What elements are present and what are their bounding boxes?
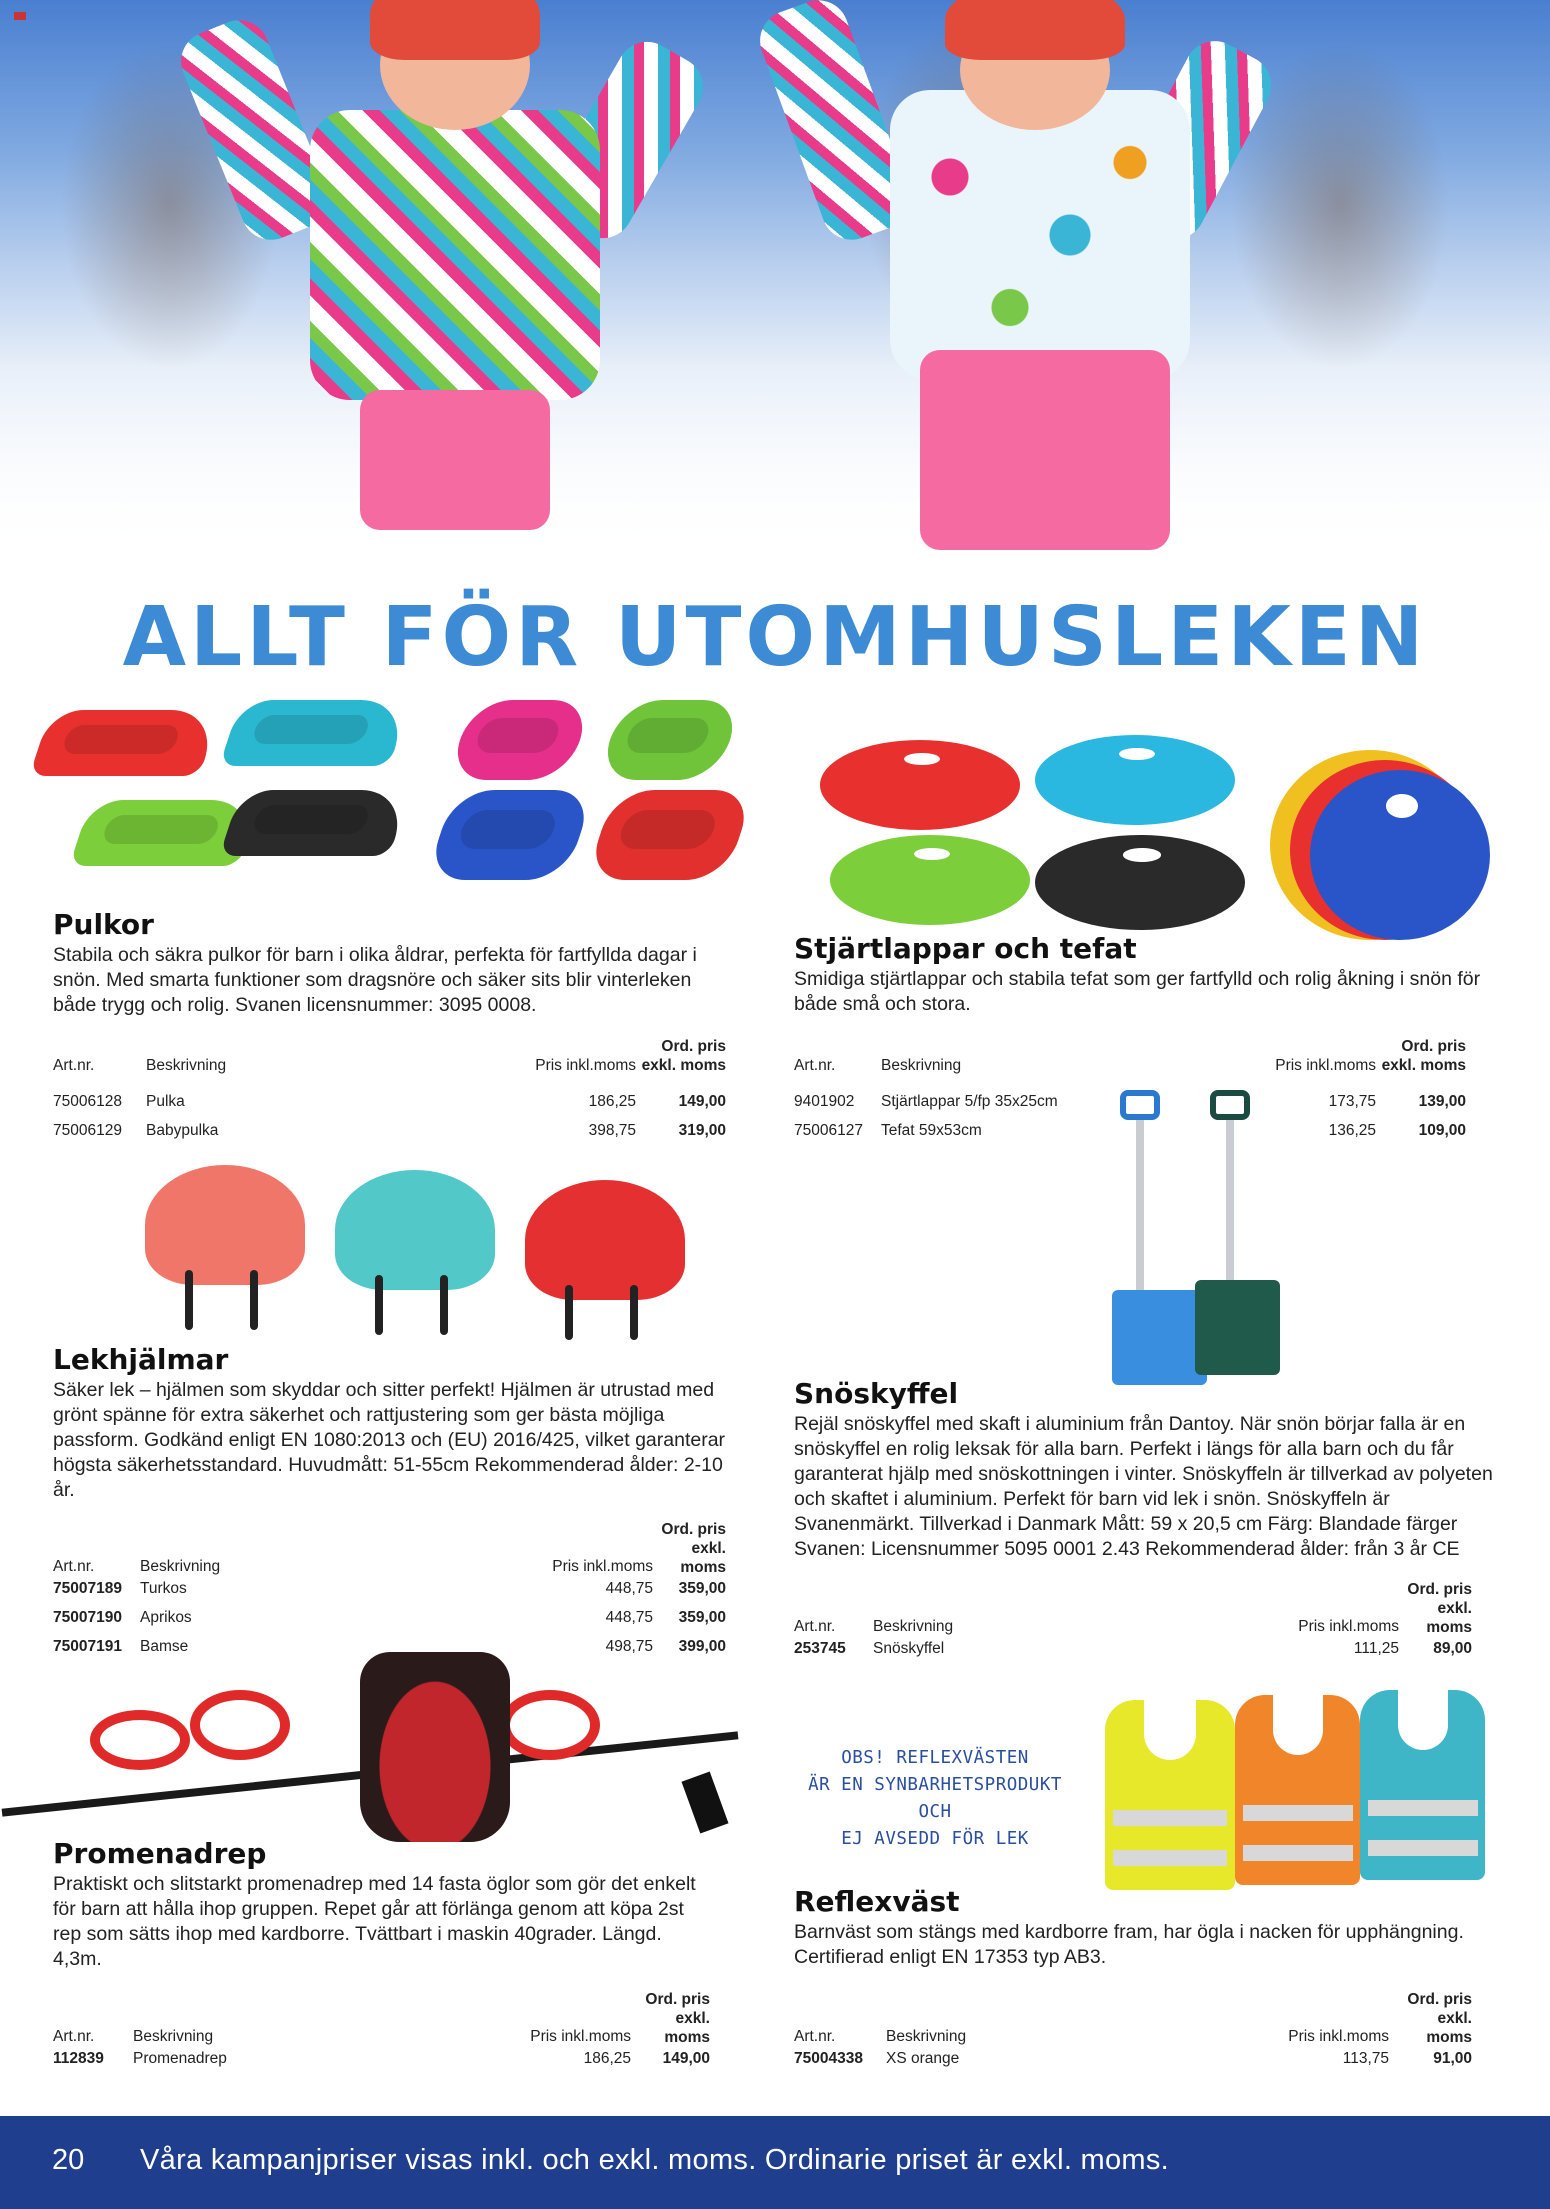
table-row: 75006129 Babypulka 398,75 319,00	[53, 1122, 726, 1139]
product-title: Stjärtlappar och tefat	[794, 932, 1137, 965]
product-description: Stabila och säkra pulkor för barn i olika åldrar, perfekta för fartfyllda dagar i snön. Med smarta funktioner som dragsnöre och säker sits blir vinterleken både trygg och rolig. Svanen licensnummer: 3095 0008.	[53, 944, 697, 1016]
hero-photo	[0, 0, 1550, 590]
price-table-pulkor	[53, 1037, 726, 1151]
page-headline: ALLT FÖR UTOMHUSLEKEN	[122, 590, 1428, 685]
col-art: Art.nr.	[53, 1057, 95, 1074]
snow-ground	[0, 360, 1550, 590]
footer-text: Våra kampanjpriser visas inkl. och exkl. moms. Ordinarie priset är exkl. moms.	[140, 2144, 1170, 2176]
col-ord: Ord. pris exkl. moms	[641, 1038, 726, 1074]
table-row: 75004338 XS orange 113,75 91,00	[794, 2050, 1472, 2067]
walking-rope-image	[0, 1650, 740, 1860]
col-price: Pris inkl.moms	[535, 1057, 636, 1074]
table-row: 75007191 Bamse 498,75 399,00	[53, 1638, 726, 1655]
page-number: 20	[52, 2144, 85, 2176]
product-description: Smidiga stjärtlappar och stabila tefat som ger fartfylld och rolig åkning i snön för både små och stora.	[794, 968, 1481, 1015]
product-description: Säker lek – hjälmen som skyddar och sitter perfekt! Hjälmen är utrustad med grönt spänne för extra säkerhet och rattjustering som ger bästa möjliga passform. Godkänd enligt EN 1080:2013 och (EU) 2016/425, vilket garanterar högsta säkerhetsstandard. Huvudmått: 51-55cm Rekommenderad ålder: 2-10 år.	[53, 1379, 726, 1501]
product-title: Pulkor	[53, 908, 154, 941]
table-row: 75007189 Turkos 448,75 359,00	[53, 1580, 726, 1597]
table-row: 75006127 Tefat 59x53cm 136,25 109,00	[794, 1122, 1466, 1139]
product-description: Rejäl snöskyffel med skaft i aluminium från Dantoy. När snön börjar falla är en snöskyffel en rolig leksak för alla barn. Perfekt i längs för alla barn och du får garanterat hjälp med snöskottningen i vinter. Snöskyffeln är tillverkad av polyeten och skaftet i aluminium. Perfekt för barn vid lek i snön. Snöskyffeln är Svanenmärkt. Tillverkad i Danmark Mått: 59 x 20,5 cm Färg: Blandade färger Svanen: Licensnummer 5095 0001 2.43 Rekommenderad ålder: från 3 år CE	[794, 1413, 1493, 1560]
snow-discs-image	[810, 710, 1490, 930]
col-desc: Beskrivning	[146, 1057, 227, 1074]
product-title: Promenadrep	[53, 1837, 267, 1870]
product-stjartlappar	[794, 932, 1494, 1017]
shovels-image	[1100, 1090, 1300, 1390]
helmets-image	[140, 1160, 700, 1340]
product-title: Lekhjälmar	[53, 1343, 229, 1376]
table-row: 75006128 Pulka 186,25 149,00	[53, 1093, 726, 1110]
price-table-reflexvast: Art.nr. Beskrivning Pris inkl.moms Ord. pris exkl. moms 75004338 XS orange 113,75 91,00	[794, 1990, 1472, 2079]
price-table-lekhjalmar: Art.nr. Beskrivning Pris inkl.moms Ord. pris exkl. moms 75007189 Turkos 448,75 359,00 75007190 Aprikos 448,75 359,00 75007191 Bamse 498,75 399,00	[53, 1520, 726, 1667]
table-row: 9401902 Stjärtlappar 5/fp 35x25cm 173,75 139,00	[794, 1093, 1466, 1110]
product-lekhjalmar	[53, 1343, 733, 1503]
price-table-snoskyffel: Art.nr. Beskrivning Pris inkl.moms Ord. pris exkl. moms 253745 Snöskyffel 111,25 89,00	[794, 1580, 1472, 1669]
flag-icon	[14, 12, 26, 20]
reflex-vests-image	[1100, 1690, 1490, 1900]
table-row: 253745 Snöskyffel 111,25 89,00	[794, 1640, 1472, 1657]
product-description: Barnväst som stängs med kardborre fram, har ögla i nacken för upphängning. Certifierad enligt EN 17353 typ AB3.	[794, 1921, 1464, 1968]
product-description: Praktiskt och slitstarkt promenadrep med 14 fasta öglor som gör det enkelt för barn att hålla ihop gruppen. Repet går att förlänga genom att köpa 2st rep som sätts ihop med kardborre. Tvättbart i maskin 40grader. Längd. 4,3m.	[53, 1873, 696, 1970]
price-table-promenadrep: Art.nr. Beskrivning Pris inkl.moms Ord. pris exkl. moms 112839 Promenadrep 186,25 149,00	[53, 1990, 710, 2079]
table-row: 112839 Promenadrep 186,25 149,00	[53, 2050, 710, 2067]
product-pulkor	[53, 908, 733, 1018]
product-title: Reflexväst	[794, 1885, 960, 1918]
table-row: 75007190 Aprikos 448,75 359,00	[53, 1609, 726, 1626]
product-promenadrep	[53, 1837, 713, 1972]
product-title: Snöskyffel	[794, 1377, 959, 1410]
page-footer	[0, 2116, 1550, 2209]
product-snoskyffel	[794, 1377, 1494, 1562]
product-reflexvast	[794, 1885, 1494, 1970]
reflex-vest-note: OBS! REFLEXVÄSTEN ÄR EN SYNBARHETSPRODUKT OCH EJ AVSEDD FÖR LEK	[808, 1748, 1062, 1849]
price-table-stjartlappar: Art.nr. Beskrivning Pris inkl.moms Ord. pris exkl. moms 9401902 Stjärtlappar 5/fp 35x25cm 173,75 139,00 75006127 Tefat 59x53cm 136,25 109,00	[794, 1037, 1466, 1151]
sleds-image	[0, 690, 740, 905]
